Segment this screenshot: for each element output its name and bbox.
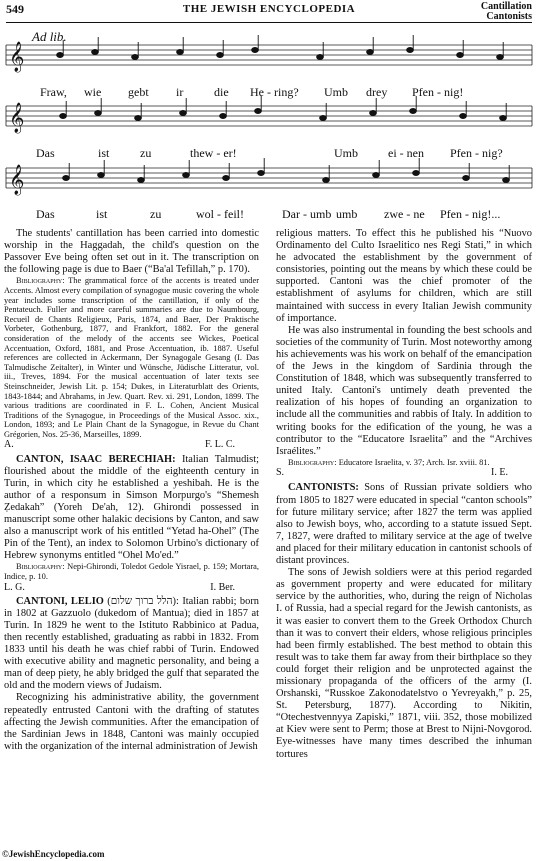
running-title-1: Cantillation: [480, 1, 532, 12]
lyric-word: ei - nen: [388, 146, 424, 160]
note-head: [135, 116, 142, 121]
sig-left: L. G.: [4, 581, 25, 593]
sig-right: I. Ber.: [210, 581, 235, 593]
lyric-word: Umb: [324, 85, 348, 99]
sig-left: S.: [276, 467, 285, 479]
note-head: [177, 50, 184, 55]
journal-title: THE JEWISH ENCYCLOPEDIA: [182, 3, 356, 15]
note-head: [95, 111, 102, 116]
lyric-word: wol - feil!: [196, 207, 244, 221]
entry-cantonists: [276, 482, 532, 567]
lyric-word: ir: [176, 85, 184, 99]
cantoni-paragraph-2: He was also instrumental in founding the best schools and societies of the community of Turin. Most noteworthy among his achievements was his work on behalf of the emancipation of the Jews in the kingdom of Sardinia through the Constitution of 1848, which was subsequently transferred to united Italy. Cantoni's untimely death prevented the realization of his hopes of founding an organization to include all the communities and rabbis of Italy. In addition to writing books for the edification of the young, he was a contributor to the “Educatore Israelita” and the “Archives Israélites.”: [276, 324, 532, 457]
lyric-word: Dar - umb: [282, 207, 332, 221]
lyric-word: He - ring?: [250, 85, 299, 99]
page-header: [6, 2, 532, 20]
lyric-word: ist: [96, 207, 108, 221]
sig-left: A.: [4, 439, 14, 451]
note-head: [503, 178, 510, 183]
note-head: [323, 178, 330, 183]
signature-3: [276, 467, 532, 479]
bibliography-canton: [4, 562, 259, 581]
right-column: [276, 228, 532, 761]
signature-1: [4, 439, 259, 451]
left-column: [4, 228, 259, 753]
entry-title: CANTONISTS:: [288, 482, 359, 494]
note-head: [223, 176, 230, 181]
lyric-word: umb: [336, 207, 358, 221]
lyric-word: zu: [150, 207, 162, 221]
note-head: [255, 109, 262, 114]
treble-clef-icon: 𝄞: [9, 42, 25, 71]
header-rule: [6, 22, 532, 23]
entry-hebrew: (הלל ברוך שלום):: [107, 595, 179, 607]
lyric-word: gebt: [128, 85, 149, 99]
sig-right: I. E.: [491, 467, 508, 479]
entry-cantoni-continued: Recognizing his administrative ability, the government repeatedly entrusted Cantoni with the drafting of statutes affecting the Jewish communities. After the emancipation of the Sardinian Jews in 1848, Cantoni was mainly occupied with the organization of the internal administration of Jewish: [4, 692, 259, 752]
entry-title: CANTONI, LELIO: [16, 595, 104, 607]
note-head: [98, 173, 105, 178]
note-head: [57, 53, 64, 58]
note-head: [413, 171, 420, 176]
bibliography-cantoni: [276, 458, 532, 468]
lyric-word: zwe - ne: [384, 207, 425, 221]
tempo-mark: Ad lib.: [32, 29, 67, 44]
bibliography-label: Bibliography:: [16, 562, 65, 572]
note-head: [220, 114, 227, 119]
note-head: [92, 50, 99, 55]
entry-canton: [4, 454, 259, 563]
bibliography-text: The grammatical force of the accents is treated under Accents. Almost every compilation of synagogue music covering the whole year includes some transcription of the cantillation, if only of the Pentateuch. Fuller and more careful summaries are due to Naumbourg, Recueil de Chants Religieux, Paris, 1874, and Baer, Der Praktische Vorbeter, Gothenburg, 1877, and Frankfort, 1882. For the general consideration of the melody of the accents see Wickes, Poetical Accentuation, Oxford, 1881, and Prose Accentuation, ib. 1887. Useful references are collected in Ackermann, Der Synagogale Gesang (I. Das Talmudische Zeitalter), in Winter und Wünsche, Jüdische Litteratur, vol. iii., Treves, 1894. For the musical accentuation of later texts see Steinschneider, Jewish Lit. p. 154; Dukes, in Literaturblatt des Orients, 1843-1844; and Abrahams, in Jew. Quart. Rev. xi. 291, London, 1899. The various traditions are coordinated in F. L. Cohen, Ancient Musical Traditions of the Synagogue, in Proceedings of the Musical Assoc. xix., London, 1893; and Le Plain Chant de la Synagogue, in Revue du Chant Grégorien, Nos. 25-36, Marseilles, 1899.: [4, 276, 259, 439]
lyric-word: zu: [140, 146, 152, 160]
watermark-link[interactable]: ©JewishEncyclopedia.com: [2, 849, 105, 859]
note-head: [132, 55, 139, 60]
note-head: [252, 48, 259, 53]
sig-right: F. L. C.: [204, 439, 235, 451]
note-head: [373, 173, 380, 178]
note-head: [410, 109, 417, 114]
lyric-word: Pfen - nig?: [450, 146, 503, 160]
note-head: [60, 114, 67, 119]
note-head: [500, 116, 507, 121]
entry-title: CANTON, ISAAC BERECHIAH:: [16, 453, 176, 465]
lyric-word: Pfen - nig!: [412, 85, 464, 99]
bibliography-cantillation: [4, 276, 259, 439]
note-head: [463, 176, 470, 181]
entry-cantoni: [4, 596, 259, 693]
page-number: 549: [6, 2, 24, 16]
bibliography-label: Bibliography:: [288, 457, 337, 467]
bibliography-text: Educatore Israelita, v. 37; Arch. Isr. xviii. 81.: [338, 457, 490, 467]
note-head: [320, 116, 327, 121]
entry-text: Italian rabbi; born in 1802 at Gazzuolo (dukedom of Mantua); died in 1857 at Turin. In 1829 he went to the Istituto Rabbinico at Padua, then recently established, graduating as rabbi in 1832. From 1833 until his death he was chief rabbi of Turin. Endowed with executive ability and magnetic personality, and being a man of deep piety, he ably bridged the gulf that separated the old and the modern views of Judaism.: [4, 595, 259, 692]
bibliography-label: Bibliography:: [16, 276, 65, 286]
lyric-word: drey: [366, 85, 388, 99]
note-head: [63, 176, 70, 181]
lyric-word: thew - er!: [190, 146, 237, 160]
intro-paragraph: The students' cantillation has been carried into domestic worship in the Haggadah, the child's question on the Passover Eve being often set out in it. The transcription on the following page is due to Baer (“Ba'al Tefillah,” p. 170).: [4, 228, 259, 276]
note-head: [217, 53, 224, 58]
lyric-word: ist: [98, 146, 110, 160]
note-head: [183, 173, 190, 178]
lyric-word: Fraw,: [40, 85, 67, 99]
note-head: [460, 114, 467, 119]
bibliography-text: Nepi-Ghirondi, Toledot Gedole Yisrael, p. 159; Mortara, Indice, p. 10.: [4, 562, 259, 581]
note-head: [317, 55, 324, 60]
lyric-word: die: [214, 85, 229, 99]
cantoni-paragraph-1: religious matters. To effect this he published his “Nuovo Ordinamento del Culto Israelitico nes Regi Stati,” in which he advocated the establishment by the government of consistories, pointing out the means by which these could be supported. Cantoni was the chief promoter of the establishment of asylums for children, which are still maintained with success in every Italian Jewish community of importance.: [276, 228, 532, 324]
note-head: [367, 50, 374, 55]
lyric-word: Das: [36, 146, 55, 160]
running-title-2: Cantonists: [486, 11, 532, 22]
lyric-word: Das: [36, 207, 55, 221]
entry-text: Sons of Russian private soldiers who from 1805 to 1827 were educated in special “canton schools” for future military service; after 1827 the term was applied also to Jewish boys, who, according to a statute issued Sept. 7, 1827, were drafted to military service at the age of twelve and placed for their military education in cantonist schools of distant provinces.: [276, 482, 532, 567]
lyric-word: wie: [84, 85, 102, 99]
entry-text: Italian Talmudist; flourished about the middle of the eighteenth century in Turin, in which city he established a yeshibah. He is the author of a responsum in Simson Morpurgo's “Shemesh Ẓedakah” (Yoreh De'ah, 12). Ghirondi possessed in manuscript some other halakic decisions by Canton, and saw also a manuscript work of his entitled “Yetad ha-Ohel” (The Pin of the Tent), an index to Solomon Urbino's dictionary of Hebrew synonyms entitled “Ohel Mo'ed.”: [4, 453, 259, 562]
running-title: [481, 2, 532, 22]
treble-clef-icon: 𝄞: [9, 103, 25, 132]
signature-2: [4, 582, 259, 594]
note-head: [407, 48, 414, 53]
note-head: [258, 171, 265, 176]
note-head: [138, 178, 145, 183]
note-head: [497, 55, 504, 60]
note-head: [180, 111, 187, 116]
entry-cantonists-continued: The sons of Jewish soldiers were at this period regarded as government property and were educated for military service by the authorities, who, during the reign of Nicholas I. of Russia, had a special regard for the Jewish cantonists, as it was easier to convert them to the Greek Orthodox Church than it was to convert their elders, whose religious principles had been firmly established. The best method to obtain this result was to take them far away from their birthplace so they could forget their religion and be unprotected against the missionary propaganda of the officers of the army (I. Orshanski, “Russkoe Zakonodatelstvo o Yevreyakh,” p. 25, St. Petersburg, 1877). According to Nikitin, “Otechestvennyya Zapiski,” 1871, viii. 352, those mobilized at Kiev were sent to Perm; those at Brest to Nijni-Novgorod. Eye-witnesses have many times described the inhuman tortures: [276, 567, 532, 760]
lyric-word: Pfen - nig!...: [440, 207, 501, 221]
music-notation: [0, 26, 538, 224]
lyric-word: Umb: [334, 146, 358, 160]
treble-clef-icon: 𝄞: [9, 165, 25, 194]
note-head: [370, 111, 377, 116]
note-head: [457, 53, 464, 58]
